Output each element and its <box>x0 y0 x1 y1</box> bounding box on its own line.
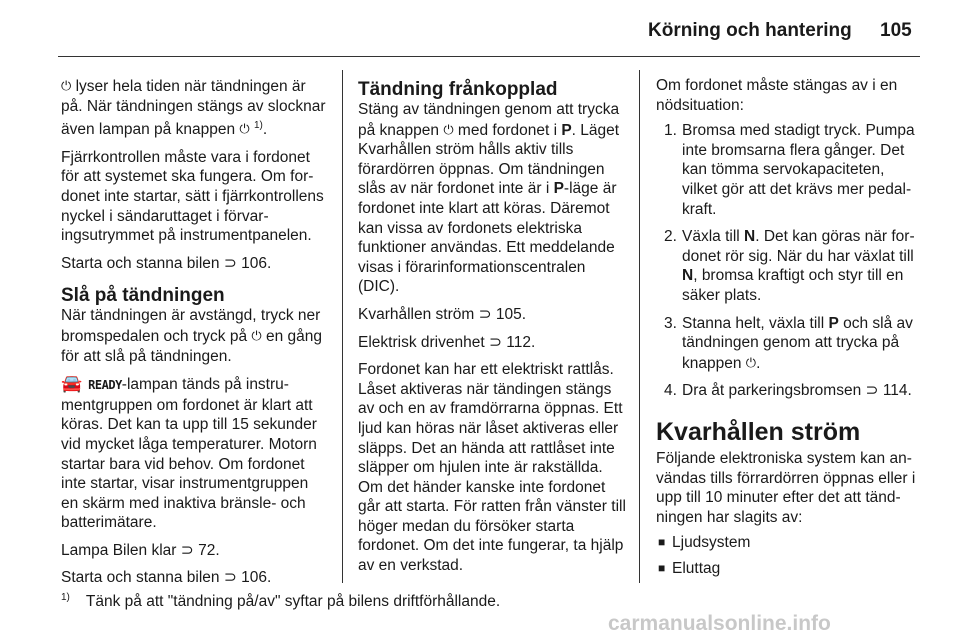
footnote-text: Tänk på att "tändning på/av" syftar på bilens driftförhållande. <box>85 593 501 610</box>
power-button-icon: ⏻ <box>239 121 250 137</box>
footnote-mark: 1) <box>61 592 70 603</box>
paragraph: Följande elektroniska system kan användas tills förrardörren öppnas eller i upp till 10 minuter efter det att tändningen har slagits av: <box>656 449 916 526</box>
section-heading: Tändning frånkopplad <box>358 79 558 100</box>
page-header <box>0 0 960 56</box>
systems-list <box>656 533 924 578</box>
paragraph: Om fordonet måste stängas av i en nödsituation: <box>656 77 898 114</box>
page-number: 105 <box>880 20 912 41</box>
section-heading: Slå på tändningen <box>61 285 225 307</box>
page-reference[interactable]: 72 <box>198 541 216 559</box>
list-item: ■ Eluttag <box>656 559 924 579</box>
emergency-steps-list <box>656 121 924 401</box>
page-reference-arrow-icon: ⊃ <box>478 305 492 323</box>
page-reference-arrow-icon: ⊃ <box>865 382 879 400</box>
list-item: 1. Bromsa med stadigt tryck. Pumpa inte bromsarna flera gånger. Det kan tömma servokapaciteten, vilket gör att det krävs mer pedalkraft. <box>664 122 915 218</box>
column-divider <box>342 70 343 583</box>
car-icon: 🚘 <box>61 374 83 394</box>
watermark: carmanualsonline.info <box>608 612 831 635</box>
power-button-icon: ⏻ <box>251 327 262 343</box>
cross-reference: Elektrisk drivenhet ⊃ 112. <box>358 333 536 351</box>
ready-lamp-label: READY <box>88 378 122 393</box>
footnote <box>61 592 500 611</box>
power-button-icon: ⏻ <box>61 78 72 93</box>
list-item: 4. Dra åt parkeringsbromsen ⊃ 114. <box>664 382 912 400</box>
column-divider <box>639 70 640 583</box>
chapter-title: Körning och hantering <box>648 20 852 41</box>
power-button-icon: ⏻ <box>443 121 454 137</box>
page-reference-arrow-icon: ⊃ <box>488 333 502 351</box>
column-1 <box>61 76 327 596</box>
cross-reference: Starta och stanna bilen ⊃ 106. <box>61 254 272 272</box>
footnote-ref[interactable]: 1) <box>254 120 263 132</box>
cross-reference: Lampa Bilen klar ⊃ 72. <box>61 541 220 559</box>
power-button-icon: ⏻ <box>745 354 757 370</box>
page-reference-arrow-icon: ⊃ <box>223 254 237 272</box>
cross-reference: Kvarhållen ström ⊃ 105. <box>358 305 527 323</box>
paragraph: Stäng av tändningen genom att trycka på knappen ⏻ med fordonet i P. Läget Kvarhållen ström hålls aktiv tills förardörren öppnas. Om tändningen slås av när fordonet inte är i P-läge är fordonet inte klart att köras. Däremot kan vissa av fordonets elektriska funktioner användas. Ett meddelande visas i förarinformationscentralen (DIC). <box>358 101 620 296</box>
column-2 <box>358 79 626 584</box>
page-reference-arrow-icon: ⊃ <box>180 541 194 559</box>
paragraph: När tändningen är avstängd, tryck ner bromspedalen och tryck på ⏻ en gång för att slå på tändningen. <box>61 307 323 365</box>
cross-reference: Starta och stanna bilen ⊃ 106. <box>61 569 272 587</box>
section-heading: Kvarhållen ström <box>656 417 861 446</box>
list-item: ■ Ljudsystem <box>656 533 924 553</box>
page-reference[interactable]: 105 <box>495 305 522 323</box>
list-item: 3. Stanna helt, växla till P och slå av tändningen genom att trycka på knappen ⏻. <box>664 314 913 372</box>
page-reference[interactable]: 106 <box>241 254 268 272</box>
paragraph: Fjärrkontrollen måste vara i fordonet för att systemet ska fungera. Om fordonet inte startar, sätt i fjärrkontrollens nyckel i sändaruttaget i förvaringsutrymmet på instrumentpanelen. <box>61 148 324 245</box>
column-3 <box>656 76 924 584</box>
list-item: 2. Växla till N. Det kan göras när fordonet rör sig. När du har växlat till N, bromsa kraftigt och styr till en säker plats. <box>664 228 915 304</box>
paragraph: 🚘 READY-lampan tänds på instrumentgruppen om fordonet är klart att köras. Det kan ta upp till 15 sekunder vid mycket låga temperaturer. Motorn startar bara vid behov. Om fordonet inte startar, visar instrumentgruppen en skärm med inaktiva bränsle- och batterimätare. <box>61 374 317 532</box>
paragraph: Fordonet kan har ett elektriskt rattlås. Låset aktiveras när tändingen stängs av och en av framdörrarna öppnas. Ett ljud kan höras när låset aktiveras eller släpps. Det an hända att rattlåset inte släpper om hjulen inte är rakställda. Om det händer kanske inte fordonet går att starta. För ratten från vänster till höger medan du försöker starta fordonet. Om det inte fungerar, ta hjälp av en verkstad. <box>358 361 626 575</box>
paragraph: ⏻ lyser hela tiden när tändningen är på. När tändningen stängs av slocknar även lampan på knappen ⏻ $^{1)}$. <box>61 78 326 139</box>
page-reference-arrow-icon: ⊃ <box>223 569 237 587</box>
header-divider <box>58 56 920 57</box>
page-reference[interactable]: 112 <box>506 333 531 351</box>
page-reference[interactable]: 114 <box>882 382 908 400</box>
page-reference[interactable]: 106 <box>241 569 268 587</box>
